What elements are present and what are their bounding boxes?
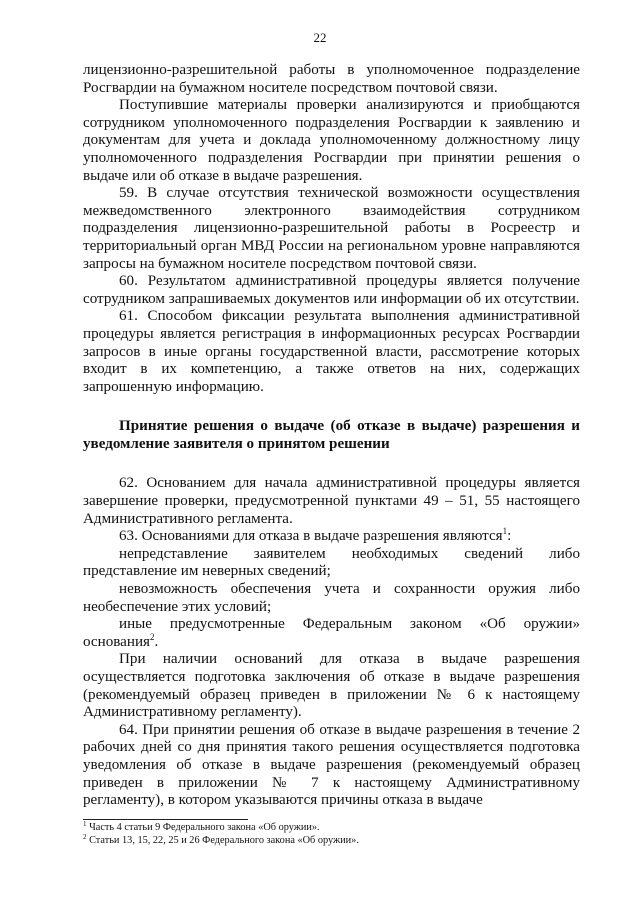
paragraph-continuation: лицензионно-разрешительной работы в уполномоченное подразделение Росгвардии на бумажном носителе посредством почтовой связи. [83, 62, 580, 96]
footnote-ref-1: 1 [502, 526, 508, 537]
paragraph-61: 61. Способом фиксации результата выполнения административной процедуры является регистрация в информационных ресурсах Росгвардии запросов в иные органы государственной власти, рассмотрение которых входит в их компетенцию, а также ответов на них, содержащих запрошенную информацию. [83, 308, 580, 395]
list-item-3-text: иные предусмотренные Федеральным законом «Об оружии» основания [83, 616, 580, 650]
footnote-2: $^2$ Статьи 13, 15, 22, 25 и 26 Федерального закона «Об оружии». [83, 832, 359, 846]
section-heading: Принятие решения о выдаче (об отказе в выдаче) разрешения и уведомление заявителя о принятом решении [83, 418, 580, 452]
list-item-1: непредставление заявителем необходимых сведений либо представление им неверных сведений; [83, 545, 580, 580]
paragraph-materials: Поступившие материалы проверки анализируются и приобщаются сотрудником уполномоченного подразделения Росгвардии к заявлению и документам для учета и доклада уполномоченному должностному лицу уполномоченного подразделения Росгвардии при принятии решения о выдаче или об отказе в выдаче разрешения. [83, 97, 580, 184]
paragraph-63: 63. Основаниями для отказа в выдаче разрешения являются$^1$: [119, 526, 512, 545]
document-body [83, 62, 580, 810]
paragraph-60: 60. Результатом административной процедуры является получение сотрудником запрашиваемых документов или информации об их отсутствии. [83, 273, 580, 307]
footnote-1: $^1$ Часть 4 статьи 9 Федерального закона «Об оружии». [83, 820, 320, 833]
paragraph-63-text: 63. Основаниями для отказа в выдаче разрешения являются [119, 528, 503, 545]
paragraph-62: 62. Основанием для начала административной процедуры является завершение проверки, предусмотренной пунктами 49 – 51, 55 настоящего Административного регламента. [83, 475, 580, 527]
paragraph-64: 64. При принятии решения об отказе в выдаче разрешения в течение 2 рабочих дней со дня принятия такого решения осуществляется подготовка уведомления об отказе в выдаче разрешения (рекомендуемый образец приведен в приложении № 7 к настоящему Административному регламенту), в котором указываются причины отказа в выдаче [83, 721, 580, 809]
footnote-ref-2: 2 [149, 631, 155, 642]
list-item-3: иные предусмотренные Федеральным законом «Об оружии» основания$^2$. [83, 616, 580, 650]
paragraph-59: 59. В случае отсутствия технической возможности осуществления межведомственного электронного взаимодействия сотрудником подразделения лицензионно-разрешительной работы в Росреестр и территориальный орган МВД России на региональном уровне направляются запросы на бумажном носителе посредством почтовой связи. [83, 185, 580, 272]
paragraph-refusal-conclusion: При наличии оснований для отказа в выдаче разрешения осуществляется подготовка заключения об отказе в выдаче разрешения (рекомендуемый образец приведен в приложении № 6 к настоящему Административному регламенту). [83, 651, 580, 721]
page-number: 22 [313, 30, 327, 45]
footnote-divider [83, 819, 248, 820]
footnotes [83, 822, 580, 847]
list-item-2: невозможность обеспечения учета и сохранности оружия либо необеспечение этих условий; [83, 581, 580, 615]
